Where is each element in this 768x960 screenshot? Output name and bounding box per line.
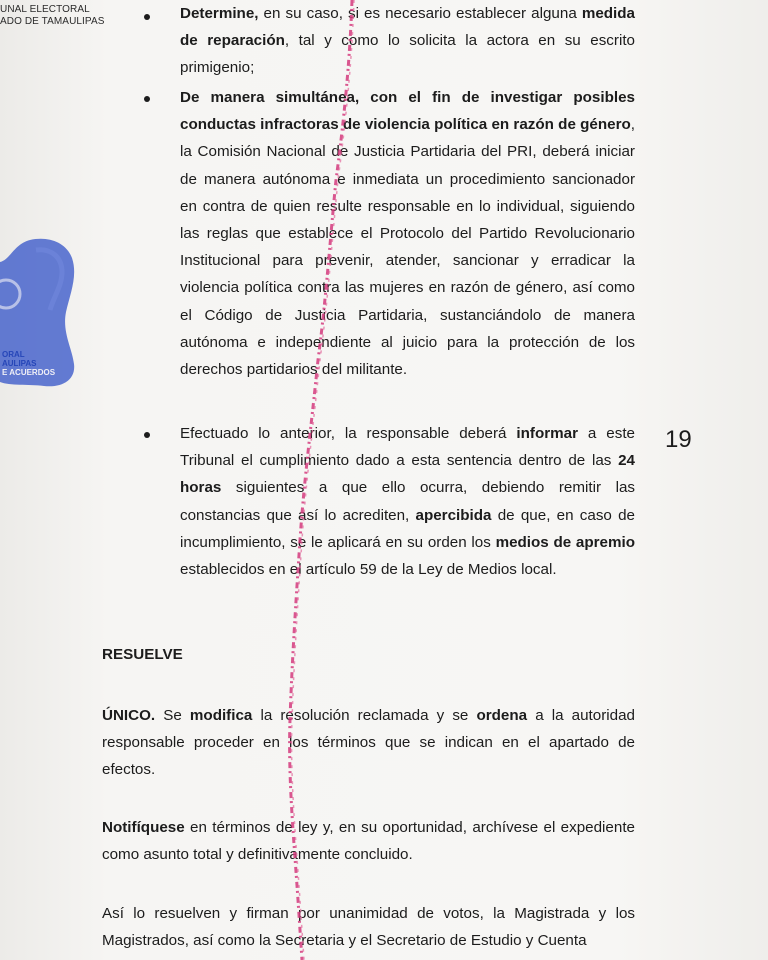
page-number: 19 (665, 426, 692, 453)
resolutivo-modifica: modifica (189, 707, 253, 724)
resolutivo-text-3: a la autoridad responsable proceder en los términos que se indican en el apartado de efectos. (102, 707, 635, 779)
seal-text-1: ORAL (2, 350, 25, 359)
notificacion-label: Notifíquese (102, 819, 185, 836)
cierre-paragraph: Así lo resuelven y firman por unanimidad de votos, la Magistrada y los Magistrados, así como la Secretaria y el Secretario de Estudio y Cuenta (102, 905, 635, 950)
resolutivo-text-1: Se (155, 707, 190, 724)
resolutivo-unico (102, 702, 635, 784)
resolutivo-ordena: ordena (476, 707, 528, 724)
letterhead (0, 4, 105, 28)
bullet-3-segment: medios de apremio (495, 533, 635, 551)
bullet-2-segment: De manera simultánea, con el fin de investigar posibles conductas infractoras de violencia política en razón de género (180, 89, 635, 134)
bullet-1-segment: medida de reparación (180, 5, 635, 50)
letterhead-line-2: ADO DE TAMAULIPAS (0, 16, 105, 27)
letterhead-line-1: UNAL ELECTORAL (0, 4, 90, 15)
bullet-3-segment: establecidos en el artículo 59 de la Ley de Medios local. (180, 561, 557, 579)
notificacion-text: en términos de ley y, en su oportunidad, archívese el expediente como asunto total y definitivamente concluido. (102, 819, 635, 864)
bullet-3-segment: siguientes a que ello ocurra, debiendo remitir las constancias que así lo acrediten, (180, 479, 635, 524)
bullet-3-segment: informar (516, 425, 579, 442)
bullet-1-segment: , tal y como lo solicita la actora en su escrito primigenio; (180, 32, 635, 77)
bullet-3-segment: apercibida (415, 506, 492, 524)
bullet-dot-3 (144, 432, 150, 438)
seal-text-2: AULIPAS (2, 359, 37, 368)
seal-text-3: E ACUERDOS (2, 368, 56, 377)
bullet-1-segment: en su caso, si es necesario establecer alguna (258, 5, 582, 22)
bullet-dot-2 (144, 96, 150, 102)
bullet-2-segment: , la Comisión Nacional de Justicia Partidaria del PRI, deberá iniciar de manera autónoma e inmediata un procedimiento sancionador en contra de quien resulte responsable en lo individual, siguiendo las reglas que establece el Protocolo del Partido Revolucionario Institucional para prevenir, atender, sancionar y erradicar la violencia política contra las mujeres en razón de género, así como el Código de Justicia Partidaria, sustanciándolo de manera autónoma e independiente al juicio para la protección de los derechos partidarios del militante. (180, 116, 635, 379)
bullet-paragraph-2 (180, 84, 635, 383)
bullet-3-segment: a este Tribunal el cumplimiento dado a esta sentencia dentro de las (180, 425, 635, 470)
bullet-3-segment: 24 horas (180, 452, 635, 497)
section-title: RESUELVE (102, 646, 183, 663)
bullet-3-segment: de que, en caso de incumplimiento, se le aplicará en su orden los (180, 506, 635, 551)
bullet-dot-1 (144, 14, 150, 20)
resolutivo-text-2: la resolución reclamada y se (252, 707, 477, 724)
bullet-3-segment: Efectuado lo anterior, la responsable deberá (180, 425, 517, 442)
bullet-paragraph-3 (180, 420, 635, 583)
resolutivo-label: ÚNICO. (102, 707, 156, 724)
bullet-paragraph-1 (180, 0, 635, 82)
notificacion-paragraph (102, 814, 635, 868)
bullet-1-segment: Determine, (180, 5, 259, 22)
